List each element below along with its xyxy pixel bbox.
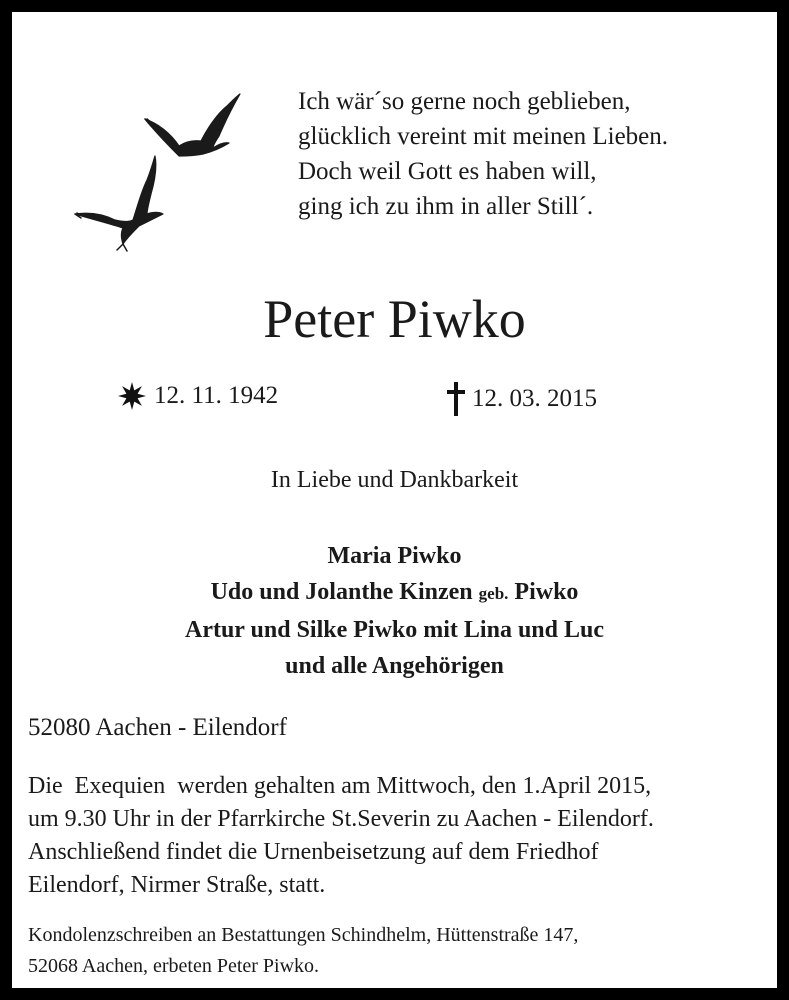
geb-label: geb. [478,584,509,603]
cross-icon [446,382,466,416]
maiden-name: Piwko [514,579,579,605]
death-date-group [446,382,597,416]
mourner-line: und alle Angehörigen [285,653,504,679]
death-date: 12. 03. 2015 [472,385,597,412]
gratitude-line: In Liebe und Dankbarkeit [270,467,519,493]
deceased-name: Peter Piwko [263,289,526,349]
service-line: um 9.30 Uhr in der Pfarrkirche St.Severin zu Aachen - Eilendorf. [28,806,654,832]
life-dates [12,382,777,422]
poem-line: Doch weil Gott es haben will, [298,158,597,185]
poem-line: glücklich vereint mit meinen Lieben. [298,123,669,150]
service-line: Anschließend findet die Urnenbeisetzung auf dem Friedhof [28,839,599,865]
poem-line: ging ich zu ihm in aller Still´. [298,193,594,220]
mourner-names: Udo und Jolanthe Kinzen [210,579,473,605]
service-line: Die Exequien werden gehalten am Mittwoch, den 1.April 2015, [28,773,652,799]
star-icon [118,382,146,410]
birth-date: 12. 11. 1942 [154,382,279,409]
birth-date-group [118,382,278,410]
mourner-line: Artur und Silke Piwko mit Lina und Luc [184,617,604,643]
place-line: 52080 Aachen - Eilendorf [28,714,287,741]
service-info [28,770,654,902]
condolence-line: 52068 Aachen, erbeten Peter Piwko. [28,955,320,977]
poem [298,84,668,224]
service-line: Eilendorf, Nirmer Straße, statt. [28,872,326,898]
birds-icon [67,84,257,259]
condolence-line: Kondolenzschreiben an Bestattungen Schindhelm, Hüttenstraße 147, [28,924,579,946]
mourner-line [12,574,777,612]
condolence-info [28,920,578,982]
mourners [12,538,777,684]
poem-line: Ich wär´so gerne noch geblieben, [298,88,631,115]
mourner-line: Maria Piwko [327,543,462,569]
